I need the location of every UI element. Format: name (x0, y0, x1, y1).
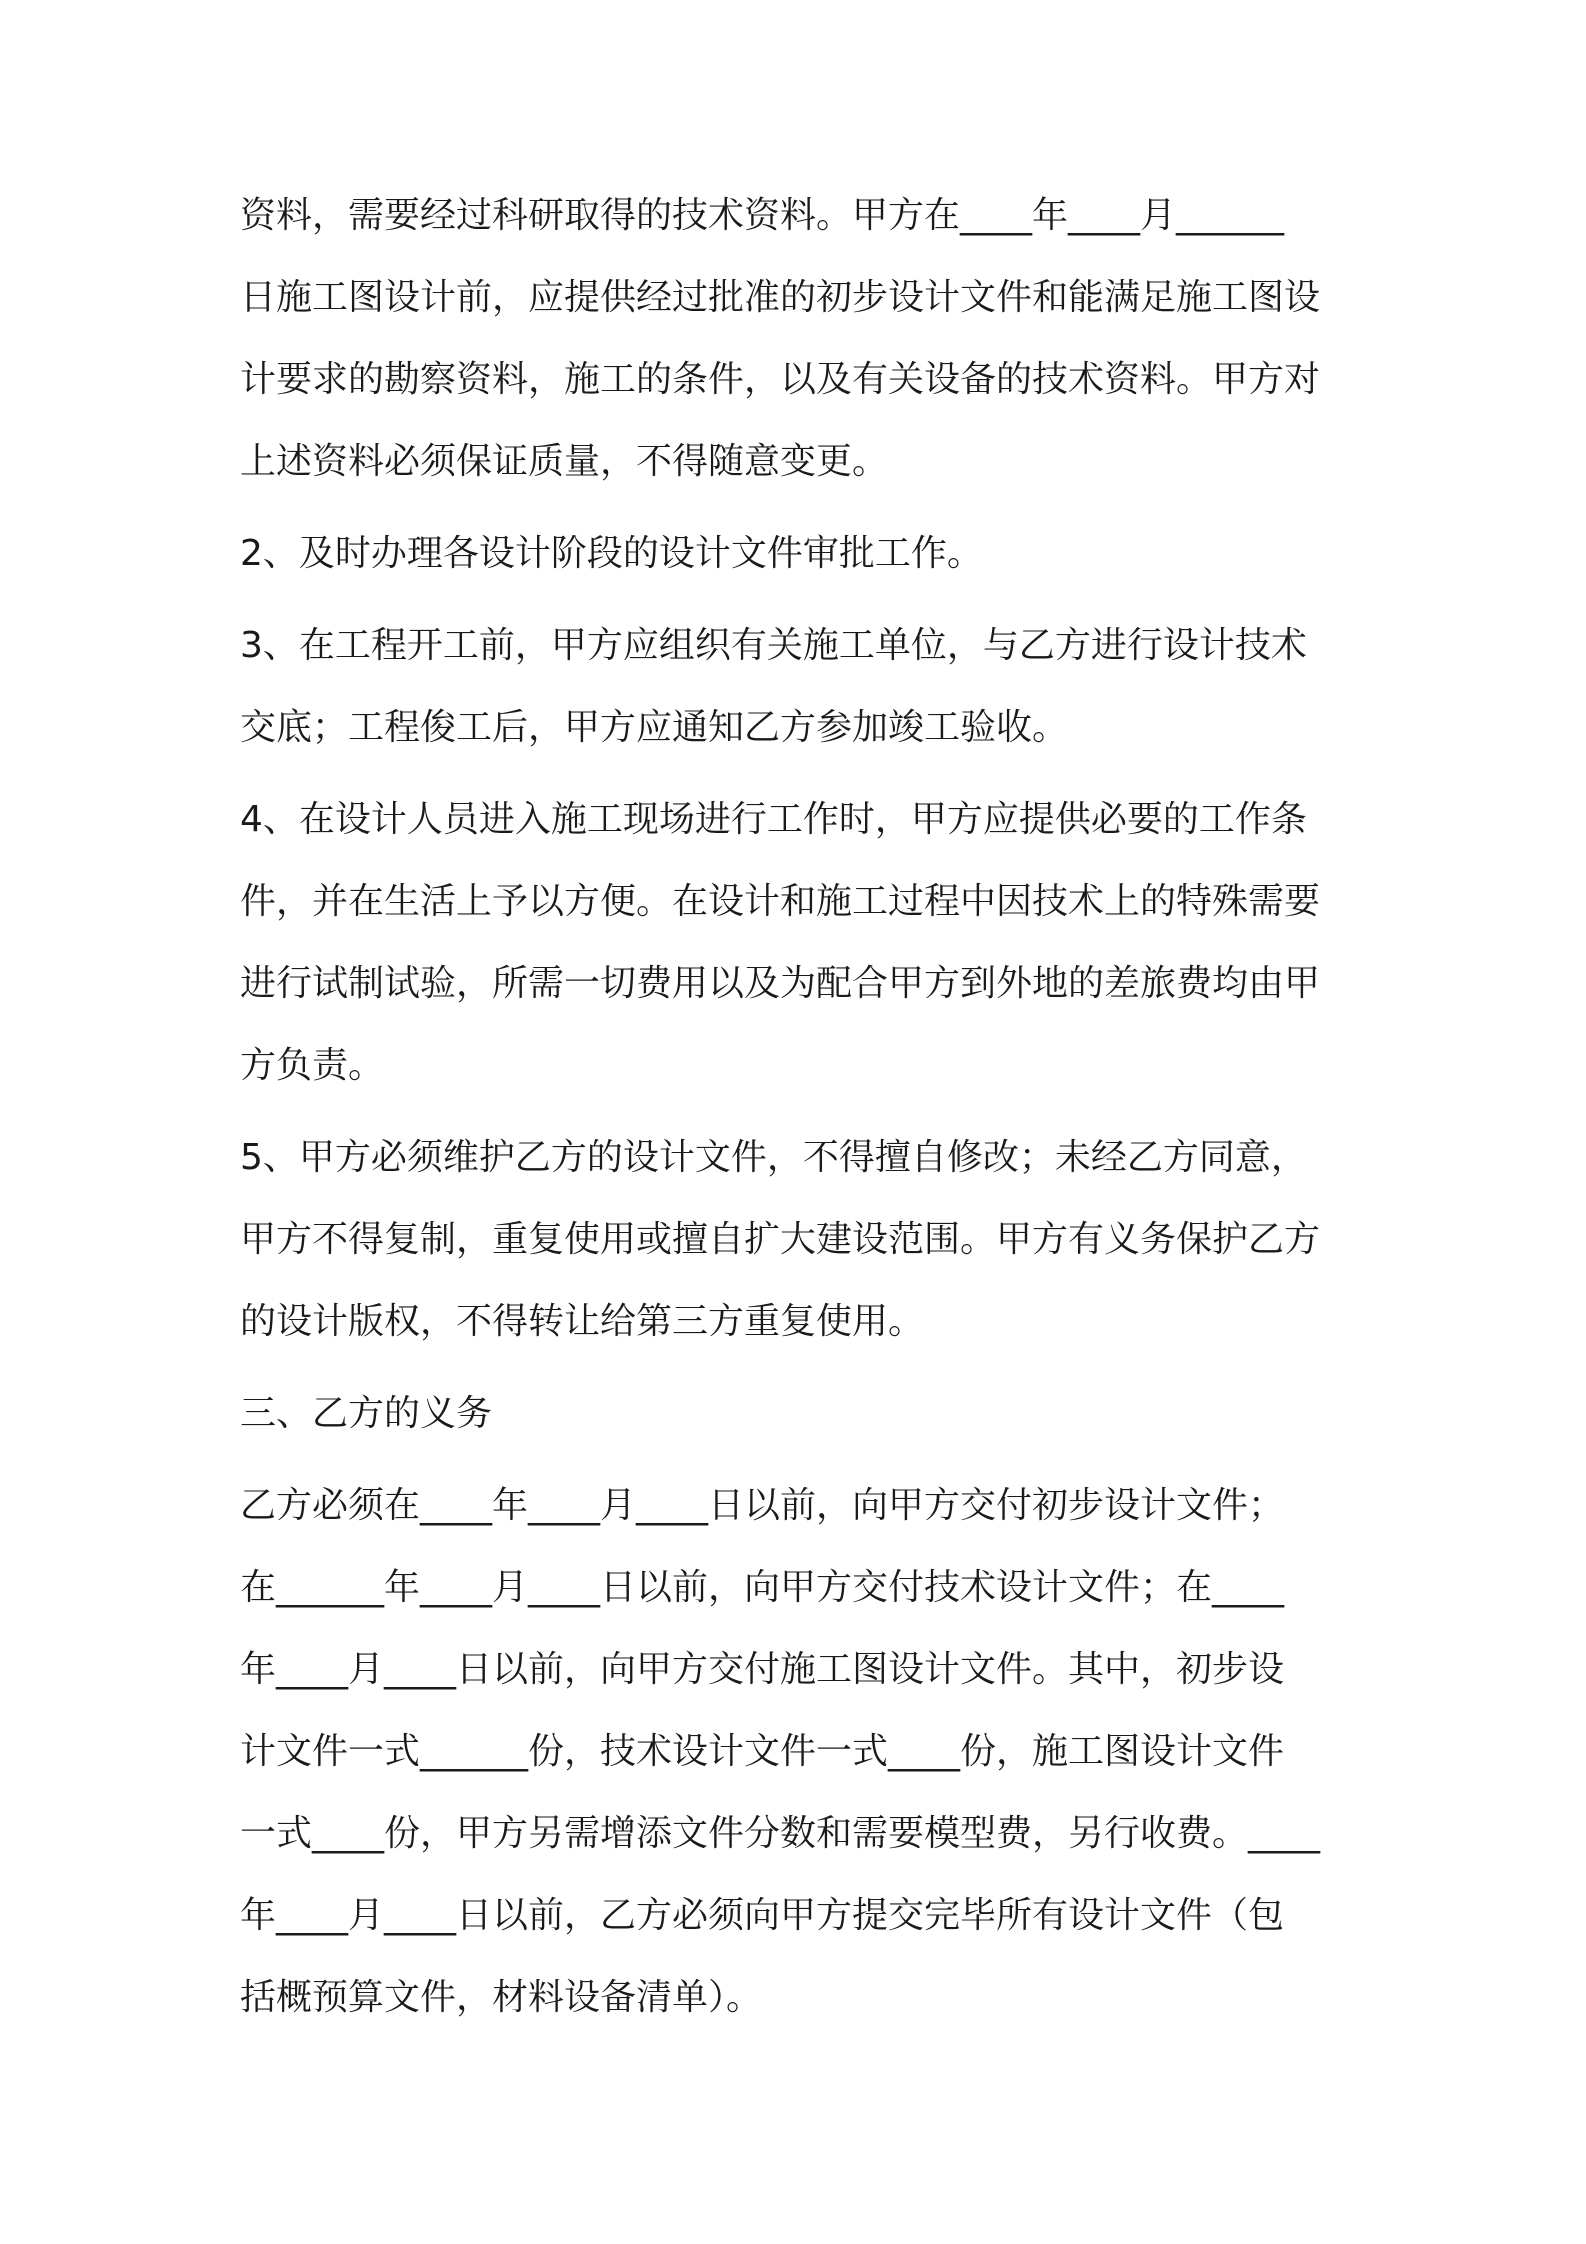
text-line: 计要求的勘察资料，施工的条件，以及有关设备的技术资料。甲方对 (240, 359, 1321, 400)
section-heading: 三、乙方的义务 (240, 1393, 493, 1434)
text-line: 4、在设计人员进入施工现场进行工作时，甲方应提供必要的工作条 (240, 799, 1307, 840)
text-line: 进行试制试验，所需一切费用以及为配合甲方到外地的差旅费均由甲 (240, 963, 1321, 1004)
text-line: 3、在工程开工前，甲方应组织有关施工单位，与乙方进行设计技术 (240, 625, 1307, 666)
document-body (240, 195, 1360, 2019)
text-line: 的设计版权，不得转让给第三方重复使用。 (240, 1301, 925, 1342)
text-line: 上述资料必须保证质量，不得随意变更。 (240, 441, 889, 482)
text-line: 资料，需要经过科研取得的技术资料。甲方在____年____月______ (240, 195, 1285, 236)
text-line: 甲方不得复制，重复使用或擅自扩大建设范围。甲方有义务保护乙方 (240, 1219, 1321, 1260)
text-line: 2、及时办理各设计阶段的设计文件审批工作。 (240, 533, 983, 574)
text-line: 一式____份，甲方另需增添文件分数和需要模型费，另行收费。____ (240, 1813, 1321, 1854)
text-line: 方负责。 (240, 1045, 385, 1086)
text-line: 件，并在生活上予以方便。在设计和施工过程中因技术上的特殊需要 (240, 881, 1321, 922)
text-line: 年____月____日以前，乙方必须向甲方提交完毕所有设计文件（包 (240, 1895, 1285, 1936)
text-line: 5、甲方必须维护乙方的设计文件，不得擅自修改；未经乙方同意， (240, 1137, 1307, 1178)
text-line: 乙方必须在____年____月____日以前，向甲方交付初步设计文件； (240, 1485, 1285, 1526)
text-line: 计文件一式______份，技术设计文件一式____份，施工图设计文件 (240, 1731, 1285, 1772)
text-line: 日施工图设计前，应提供经过批准的初步设计文件和能满足施工图设 (240, 277, 1321, 318)
text-line: 年____月____日以前，向甲方交付施工图设计文件。其中，初步设 (240, 1649, 1285, 1690)
text-line: 交底；工程俊工后，甲方应通知乙方参加竣工验收。 (240, 707, 1069, 748)
text-line: 括概预算文件，材料设备清单）。 (240, 1977, 763, 2018)
text-line: 在______年____月____日以前，向甲方交付技术设计文件；在____ (240, 1567, 1285, 1608)
